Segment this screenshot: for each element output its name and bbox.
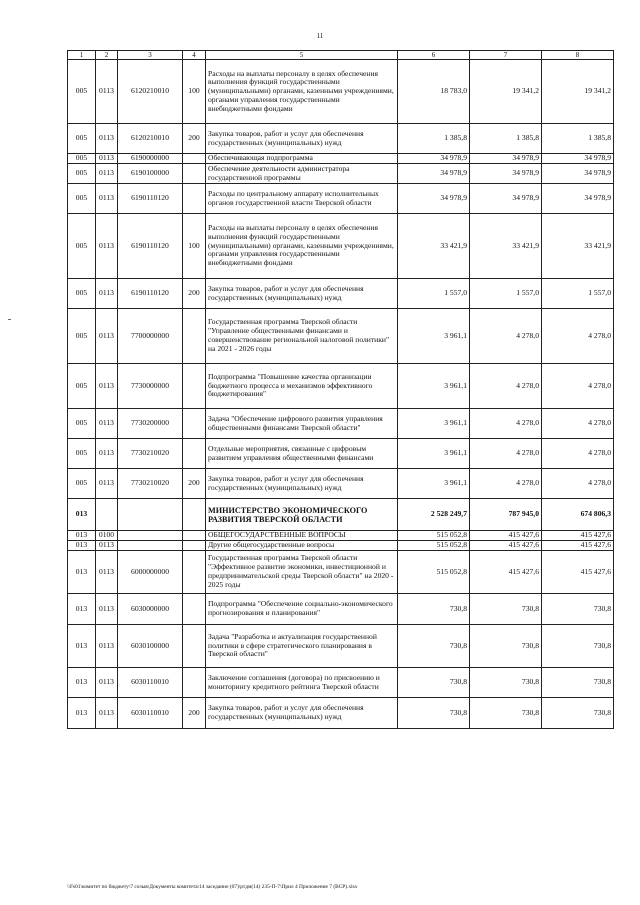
expense-type-code bbox=[183, 309, 206, 364]
amount-year-1: 1 557,0 bbox=[398, 279, 470, 309]
section-code: 0113 bbox=[96, 698, 118, 729]
table-row bbox=[68, 154, 614, 164]
expense-name: Обеспечивающая подпрограмма bbox=[206, 154, 398, 164]
amount-year-3: 730,8 bbox=[542, 594, 614, 625]
amount-year-1: 2 528 249,7 bbox=[398, 499, 470, 531]
amount-year-1: 3 961,1 bbox=[398, 439, 470, 469]
section-code: 0113 bbox=[96, 60, 118, 124]
department-code: 005 bbox=[68, 154, 96, 164]
amount-year-3: 674 806,3 bbox=[542, 499, 614, 531]
table-row bbox=[68, 531, 614, 541]
target-article-code: 6120210010 bbox=[118, 60, 183, 124]
amount-year-1: 3 961,1 bbox=[398, 409, 470, 439]
column-number: 1 bbox=[68, 51, 96, 60]
column-number: 5 bbox=[206, 51, 398, 60]
target-article-code bbox=[118, 499, 183, 531]
amount-year-2: 415 427,6 bbox=[470, 541, 542, 551]
amount-year-1: 33 421,9 bbox=[398, 214, 470, 279]
target-article-code: 7730210020 bbox=[118, 439, 183, 469]
section-code: 0113 bbox=[96, 541, 118, 551]
amount-year-3: 19 341,2 bbox=[542, 60, 614, 124]
amount-year-1: 730,8 bbox=[398, 594, 470, 625]
expense-name: Обеспечение деятельности администратора государственной программы bbox=[206, 164, 398, 184]
amount-year-1: 18 783,0 bbox=[398, 60, 470, 124]
amount-year-3: 4 278,0 bbox=[542, 409, 614, 439]
expense-type-code: 200 bbox=[183, 279, 206, 309]
department-code: 005 bbox=[68, 364, 96, 409]
amount-year-1: 730,8 bbox=[398, 698, 470, 729]
table-row bbox=[68, 551, 614, 594]
amount-year-3: 730,8 bbox=[542, 698, 614, 729]
amount-year-1: 1 385,8 bbox=[398, 124, 470, 154]
expense-name: Закупка товаров, работ и услуг для обеспечения государственных (муниципальных) нужд bbox=[206, 698, 398, 729]
department-code: 013 bbox=[68, 531, 96, 541]
table-row bbox=[68, 409, 614, 439]
expense-type-code: 200 bbox=[183, 124, 206, 154]
expense-type-code bbox=[183, 625, 206, 668]
column-number: 4 bbox=[183, 51, 206, 60]
amount-year-3: 415 427,6 bbox=[542, 531, 614, 541]
expense-name: Закупка товаров, работ и услуг для обеспечения государственных (муниципальных) нужд bbox=[206, 469, 398, 499]
expense-name: Задача "Обеспечение цифрового развития управления общественными финансами Тверской области" bbox=[206, 409, 398, 439]
amount-year-3: 4 278,0 bbox=[542, 364, 614, 409]
amount-year-3: 730,8 bbox=[542, 625, 614, 668]
amount-year-2: 34 978,9 bbox=[470, 184, 542, 214]
target-article-code: 7700000000 bbox=[118, 309, 183, 364]
amount-year-2: 787 945,0 bbox=[470, 499, 542, 531]
amount-year-1: 515 052,8 bbox=[398, 531, 470, 541]
table-row bbox=[68, 60, 614, 124]
amount-year-2: 730,8 bbox=[470, 625, 542, 668]
table-row bbox=[68, 668, 614, 698]
department-code: 005 bbox=[68, 124, 96, 154]
expense-name: Отдельные мероприятия, связанные с цифровым развитием управления общественными финансами bbox=[206, 439, 398, 469]
amount-year-2: 415 427,6 bbox=[470, 551, 542, 594]
expense-type-code bbox=[183, 541, 206, 551]
section-code: 0113 bbox=[96, 439, 118, 469]
target-article-code: 6000000000 bbox=[118, 551, 183, 594]
table-row bbox=[68, 541, 614, 551]
target-article-code: 7730000000 bbox=[118, 364, 183, 409]
expense-type-code bbox=[183, 184, 206, 214]
column-number: 2 bbox=[96, 51, 118, 60]
target-article-code: 6030000000 bbox=[118, 594, 183, 625]
amount-year-1: 34 978,9 bbox=[398, 184, 470, 214]
amount-year-2: 4 278,0 bbox=[470, 439, 542, 469]
amount-year-3: 415 427,6 bbox=[542, 551, 614, 594]
amount-year-3: 415 427,6 bbox=[542, 541, 614, 551]
amount-year-2: 415 427,6 bbox=[470, 531, 542, 541]
page-number: 11 bbox=[316, 32, 324, 40]
section-code: 0113 bbox=[96, 184, 118, 214]
amount-year-2: 1 385,8 bbox=[470, 124, 542, 154]
amount-year-2: 730,8 bbox=[470, 594, 542, 625]
target-article-code bbox=[118, 541, 183, 551]
expense-name: Задача "Разработка и актуализация государственной политики в сфере стратегического планирования в Тверской области" bbox=[206, 625, 398, 668]
amount-year-2: 730,8 bbox=[470, 698, 542, 729]
column-number: 6 bbox=[398, 51, 470, 60]
target-article-code: 6190100000 bbox=[118, 164, 183, 184]
expense-name: Расходы на выплаты персоналу в целях обеспечения выполнения функций государственными (муниципальными) органами, казенными учреждениями, органами управления государственными внебюджетными фондами bbox=[206, 60, 398, 124]
column-number-row bbox=[68, 51, 614, 60]
amount-year-2: 1 557,0 bbox=[470, 279, 542, 309]
expense-type-code bbox=[183, 499, 206, 531]
expense-type-code bbox=[183, 409, 206, 439]
target-article-code: 6030110010 bbox=[118, 668, 183, 698]
amount-year-1: 515 052,8 bbox=[398, 551, 470, 594]
expense-type-code bbox=[183, 439, 206, 469]
department-code: 005 bbox=[68, 409, 96, 439]
section-code bbox=[96, 499, 118, 531]
section-code: 0100 bbox=[96, 531, 118, 541]
expense-type-code: 200 bbox=[183, 469, 206, 499]
department-code: 005 bbox=[68, 469, 96, 499]
expense-type-code: 100 bbox=[183, 60, 206, 124]
department-code: 005 bbox=[68, 164, 96, 184]
table-row bbox=[68, 499, 614, 531]
expense-type-code: 100 bbox=[183, 214, 206, 279]
amount-year-3: 34 978,9 bbox=[542, 184, 614, 214]
expense-name: Государственная программа Тверской области "Эффективное развитие экономики, инвестиционной и предпринимательской среды Тверской области" на 2020 - 2025 годы bbox=[206, 551, 398, 594]
footer-file-path: \\Fs01\комитет по бюджету\7 созыв\Документы комитета\14 заседание (07)\ртдм(14) 235-П-7\Прил 4 Приложение 7 (ВСР).xlsx bbox=[67, 884, 358, 890]
section-code: 0113 bbox=[96, 551, 118, 594]
section-code: 0113 bbox=[96, 164, 118, 184]
target-article-code: 7730210020 bbox=[118, 469, 183, 499]
expense-name: Подпрограмма "Повышение качества организации бюджетного процесса и механизмов эффективного бюджетирования" bbox=[206, 364, 398, 409]
expense-type-code: 200 bbox=[183, 698, 206, 729]
table-row bbox=[68, 625, 614, 668]
amount-year-1: 3 961,1 bbox=[398, 364, 470, 409]
table-row bbox=[68, 698, 614, 729]
section-code: 0113 bbox=[96, 668, 118, 698]
expense-name: Расходы по центральному аппарату исполнительных органов государственной власти Тверской области bbox=[206, 184, 398, 214]
department-code: 013 bbox=[68, 625, 96, 668]
amount-year-2: 4 278,0 bbox=[470, 469, 542, 499]
department-code: 013 bbox=[68, 698, 96, 729]
expense-type-code bbox=[183, 668, 206, 698]
amount-year-1: 34 978,9 bbox=[398, 164, 470, 184]
table-row bbox=[68, 184, 614, 214]
column-number: 8 bbox=[542, 51, 614, 60]
expense-type-code bbox=[183, 531, 206, 541]
table-row bbox=[68, 124, 614, 154]
target-article-code: 6120210010 bbox=[118, 124, 183, 154]
department-code: 005 bbox=[68, 279, 96, 309]
department-code: 013 bbox=[68, 668, 96, 698]
amount-year-1: 3 961,1 bbox=[398, 309, 470, 364]
table-row bbox=[68, 469, 614, 499]
section-code: 0113 bbox=[96, 214, 118, 279]
scan-artifact bbox=[8, 319, 11, 320]
table-row bbox=[68, 309, 614, 364]
amount-year-2: 34 978,9 bbox=[470, 154, 542, 164]
column-number: 3 bbox=[118, 51, 183, 60]
budget-table bbox=[67, 50, 614, 729]
section-code: 0113 bbox=[96, 594, 118, 625]
amount-year-3: 1 557,0 bbox=[542, 279, 614, 309]
expense-name: Государственная программа Тверской области "Управление общественными финансами и совершенствование региональной налоговой политики" на 2021 - 2026 годы bbox=[206, 309, 398, 364]
table-row bbox=[68, 439, 614, 469]
target-article-code: 6190110120 bbox=[118, 184, 183, 214]
amount-year-2: 34 978,9 bbox=[470, 164, 542, 184]
expense-name: МИНИСТЕРСТВО ЭКОНОМИЧЕСКОГО РАЗВИТИЯ ТВЕРСКОЙ ОБЛАСТИ bbox=[206, 499, 398, 531]
amount-year-1: 515 052,8 bbox=[398, 541, 470, 551]
table-row bbox=[68, 164, 614, 184]
section-code: 0113 bbox=[96, 364, 118, 409]
section-code: 0113 bbox=[96, 124, 118, 154]
expense-name: Заключение соглашения (договора) по присвоению и мониторингу кредитного рейтинга Тверской области bbox=[206, 668, 398, 698]
expense-type-code bbox=[183, 594, 206, 625]
amount-year-3: 730,8 bbox=[542, 668, 614, 698]
amount-year-3: 34 978,9 bbox=[542, 154, 614, 164]
section-code: 0113 bbox=[96, 279, 118, 309]
section-code: 0113 bbox=[96, 154, 118, 164]
amount-year-2: 4 278,0 bbox=[470, 409, 542, 439]
department-code: 013 bbox=[68, 594, 96, 625]
expense-name: Расходы на выплаты персоналу в целях обеспечения выполнения функций государственными (муниципальными) органами, казенными учреждениями, органами управления государственными внебюджетными фондами bbox=[206, 214, 398, 279]
expense-name: Закупка товаров, работ и услуг для обеспечения государственных (муниципальных) нужд bbox=[206, 124, 398, 154]
expense-name: ОБЩЕГОСУДАРСТВЕННЫЕ ВОПРОСЫ bbox=[206, 531, 398, 541]
amount-year-1: 730,8 bbox=[398, 668, 470, 698]
target-article-code: 6190110120 bbox=[118, 279, 183, 309]
expense-name: Подпрограмма "Обеспечение социально-экономического прогнозирования и планирования" bbox=[206, 594, 398, 625]
department-code: 005 bbox=[68, 214, 96, 279]
section-code: 0113 bbox=[96, 309, 118, 364]
target-article-code: 6030100000 bbox=[118, 625, 183, 668]
target-article-code bbox=[118, 531, 183, 541]
amount-year-3: 1 385,8 bbox=[542, 124, 614, 154]
amount-year-2: 4 278,0 bbox=[470, 309, 542, 364]
department-code: 005 bbox=[68, 309, 96, 364]
amount-year-2: 730,8 bbox=[470, 668, 542, 698]
expense-type-code bbox=[183, 154, 206, 164]
department-code: 013 bbox=[68, 551, 96, 594]
expense-name: Другие общегосударственные вопросы bbox=[206, 541, 398, 551]
department-code: 013 bbox=[68, 499, 96, 531]
table-row bbox=[68, 279, 614, 309]
department-code: 005 bbox=[68, 184, 96, 214]
department-code: 005 bbox=[68, 439, 96, 469]
table-row bbox=[68, 214, 614, 279]
amount-year-3: 34 978,9 bbox=[542, 164, 614, 184]
department-code: 005 bbox=[68, 60, 96, 124]
expense-name: Закупка товаров, работ и услуг для обеспечения государственных (муниципальных) нужд bbox=[206, 279, 398, 309]
section-code: 0113 bbox=[96, 469, 118, 499]
column-number: 7 bbox=[470, 51, 542, 60]
amount-year-3: 4 278,0 bbox=[542, 469, 614, 499]
target-article-code: 6190110120 bbox=[118, 214, 183, 279]
table-row bbox=[68, 594, 614, 625]
target-article-code: 7730200000 bbox=[118, 409, 183, 439]
amount-year-2: 4 278,0 bbox=[470, 364, 542, 409]
amount-year-1: 34 978,9 bbox=[398, 154, 470, 164]
section-code: 0113 bbox=[96, 625, 118, 668]
department-code: 013 bbox=[68, 541, 96, 551]
target-article-code: 6030110010 bbox=[118, 698, 183, 729]
expense-type-code bbox=[183, 164, 206, 184]
amount-year-3: 4 278,0 bbox=[542, 309, 614, 364]
table-row bbox=[68, 364, 614, 409]
expense-type-code bbox=[183, 551, 206, 594]
amount-year-2: 19 341,2 bbox=[470, 60, 542, 124]
target-article-code: 6190000000 bbox=[118, 154, 183, 164]
section-code: 0113 bbox=[96, 409, 118, 439]
amount-year-2: 33 421,9 bbox=[470, 214, 542, 279]
amount-year-3: 33 421,9 bbox=[542, 214, 614, 279]
amount-year-3: 4 278,0 bbox=[542, 439, 614, 469]
amount-year-1: 3 961,1 bbox=[398, 469, 470, 499]
amount-year-1: 730,8 bbox=[398, 625, 470, 668]
expense-type-code bbox=[183, 364, 206, 409]
